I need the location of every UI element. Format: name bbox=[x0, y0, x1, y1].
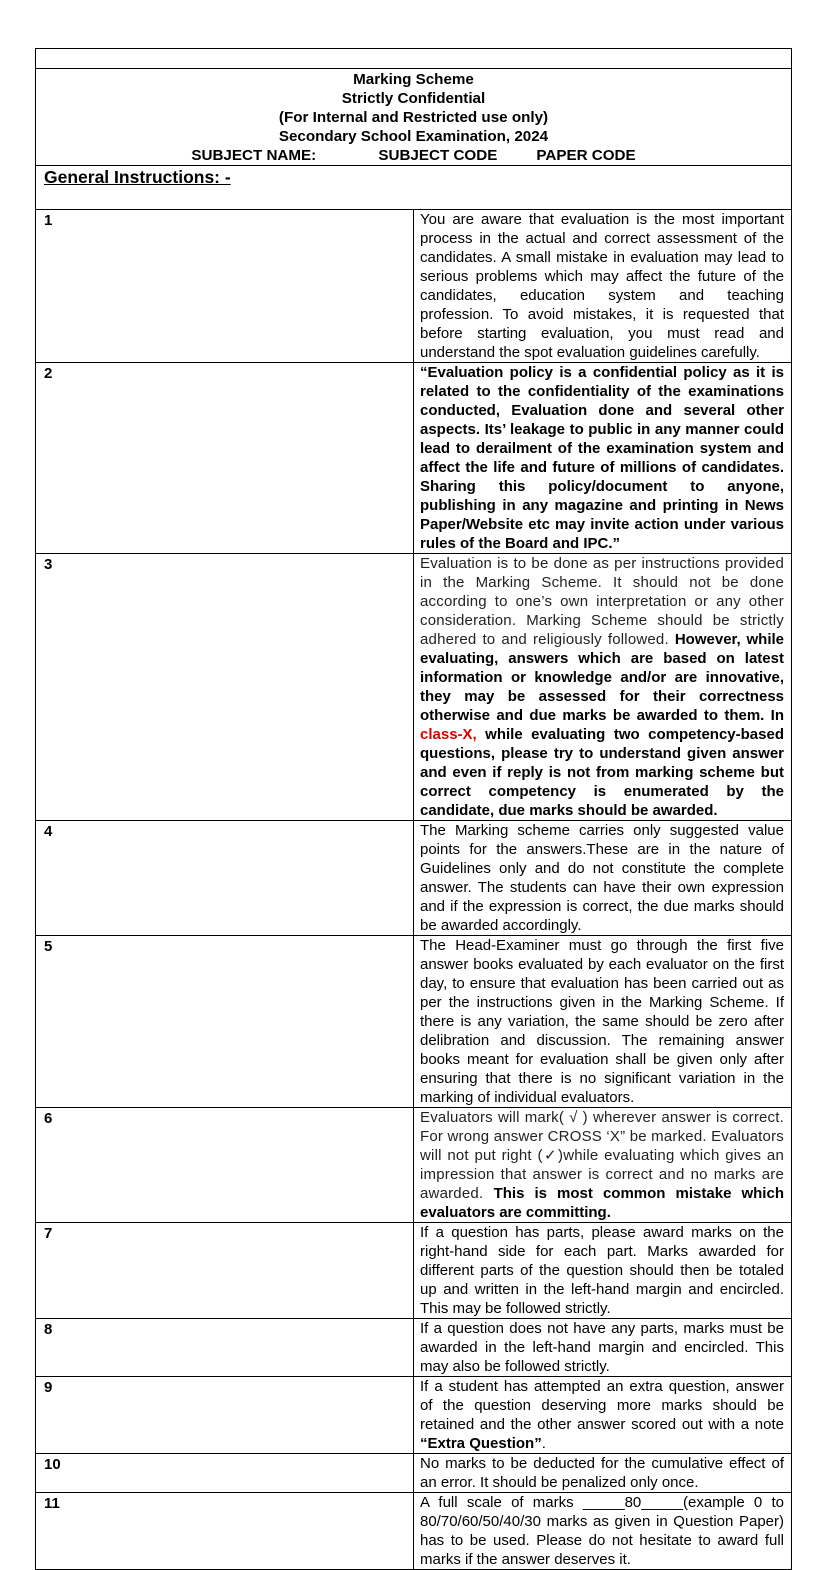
exam-name: Secondary School Examination, 2024 bbox=[278, 128, 549, 145]
instruction-text-part: Evaluators will mark( √ ) wherever answer is correct. For wrong answer CROSS ‘X” be marked. Evaluators will not put right (✓)while evaluating which gives an impression that answer is correct and no marks are awarded. bbox=[420, 1109, 784, 1202]
general-instructions-title: General Instructions: - bbox=[44, 167, 231, 187]
instruction-text bbox=[414, 554, 792, 821]
instruction-row bbox=[36, 1108, 792, 1223]
instruction-row bbox=[36, 363, 792, 554]
marking-scheme-table bbox=[35, 48, 792, 1570]
subject-code-label: SUBJECT CODE bbox=[378, 147, 498, 164]
instruction-row bbox=[36, 821, 792, 936]
instruction-text: The Head-Examiner must go through the first five answer books evaluated by each evaluator on the first day, to ensure that evaluation has been carried out as per the instructions given in the Marking Scheme. If there is any variation, the same should be zero after delibration and discussion. The remaining answer books meant for evaluation shall be given only after ensuring that there is no significant variation in the marking of individual evaluators. bbox=[414, 936, 792, 1108]
instruction-text-bold: However, while evaluating, answers which are based on latest information or knowledge and/or are innovative, they may be assessed for their correctness otherwise and due marks be awarded to them. In bbox=[420, 631, 785, 724]
instruction-number: 10 bbox=[36, 1454, 414, 1493]
instruction-row bbox=[36, 1223, 792, 1319]
instruction-text: You are aware that evaluation is the most important process in the actual and correct assessment of the candidates. A small mistake in evaluation may lead to serious problems which may affect the future of the candidates, education system and teaching profession. To avoid mistakes, it is requested that before starting evaluation, you must read and understand the spot evaluation guidelines carefully. bbox=[414, 210, 792, 363]
instruction-text: If a question does not have any parts, marks must be awarded in the left-hand margin and encircled. This may also be followed strictly. bbox=[414, 1319, 792, 1377]
instruction-text-part: . bbox=[541, 1435, 546, 1452]
blank-cell bbox=[36, 49, 792, 69]
general-instructions-cell bbox=[36, 166, 792, 210]
confidential-label: Strictly Confidential bbox=[341, 90, 486, 107]
instruction-text-part: Evaluation is to be done as per instructions provided in the Marking Scheme. It should not be done according to one’s own interpretation or any other consideration. Marking Scheme should be strictly adhered to and religiously followed. bbox=[420, 555, 784, 648]
instruction-row bbox=[36, 554, 792, 821]
instruction-text: A full scale of marks _____80_____(example 0 to 80/70/60/50/40/30 marks as given in Question Paper) has to be used. Please do not hesitate to award full marks if the answer deserves it. bbox=[414, 1493, 792, 1570]
instruction-number: 11 bbox=[36, 1493, 414, 1570]
header-row bbox=[36, 69, 792, 166]
doc-title: Marking Scheme bbox=[353, 71, 474, 88]
instruction-number: 2 bbox=[36, 363, 414, 554]
instruction-number: 1 bbox=[36, 210, 414, 363]
instruction-text-bold: This is most common mistake which evaluators are committing. bbox=[420, 1185, 784, 1221]
blank-top-row bbox=[36, 49, 792, 69]
instruction-text: The Marking scheme carries only suggested value points for the answers.These are in the nature of Guidelines only and do not constitute the complete answer. The students can have their own expression and if the expression is correct, the due marks should be awarded accordingly. bbox=[414, 821, 792, 936]
instruction-number: 8 bbox=[36, 1319, 414, 1377]
general-instructions-row bbox=[36, 166, 792, 210]
instruction-row bbox=[36, 1454, 792, 1493]
instruction-text bbox=[414, 1377, 792, 1454]
instruction-number: 4 bbox=[36, 821, 414, 936]
restricted-use-label: (For Internal and Restricted use only) bbox=[278, 109, 549, 126]
instruction-number: 7 bbox=[36, 1223, 414, 1319]
instruction-text: If a question has parts, please award marks on the right-hand side for each part. Marks awarded for different parts of the question should then be totaled up and written in the left-hand margin and encircled. This may be followed strictly. bbox=[414, 1223, 792, 1319]
subject-line bbox=[36, 146, 791, 165]
instruction-row bbox=[36, 1493, 792, 1570]
instruction-text bbox=[414, 1108, 792, 1223]
header-cell bbox=[36, 69, 792, 166]
instruction-number: 3 bbox=[36, 554, 414, 821]
instruction-row bbox=[36, 210, 792, 363]
instruction-text: No marks to be deducted for the cumulative effect of an error. It should be penalized only once. bbox=[414, 1454, 792, 1493]
instruction-number: 5 bbox=[36, 936, 414, 1108]
paper-code-label: PAPER CODE bbox=[536, 147, 636, 164]
instruction-row bbox=[36, 936, 792, 1108]
instruction-text: “Evaluation policy is a confidential policy as it is related to the confidentiality of the examinations conducted, Evaluation done and several other aspects. Its’ leakage to public in any manner could lead to derailment of the examination system and affect the life and future of millions of candidates. Sharing this policy/document to anyone, publishing in any magazine and printing in News Paper/Website etc may invite action under various rules of the Board and IPC.” bbox=[414, 363, 792, 554]
instruction-text-bold: while evaluating two competency-based questions, please try to understand given answer and even if reply is not from marking scheme but correct competency is enumerated by the candidate, due marks should be awarded. bbox=[420, 726, 784, 819]
instruction-row bbox=[36, 1319, 792, 1377]
instruction-text-bold: “Extra Question” bbox=[420, 1435, 542, 1452]
instruction-number: 6 bbox=[36, 1108, 414, 1223]
instruction-text-part: If a student has attempted an extra question, answer of the question deserving more marks should be retained and the other answer scored out with a note bbox=[420, 1378, 784, 1433]
instruction-number: 9 bbox=[36, 1377, 414, 1454]
subject-name-label: SUBJECT NAME: bbox=[191, 147, 317, 164]
instruction-row bbox=[36, 1377, 792, 1454]
instruction-text-highlight: class-X, bbox=[420, 726, 477, 743]
